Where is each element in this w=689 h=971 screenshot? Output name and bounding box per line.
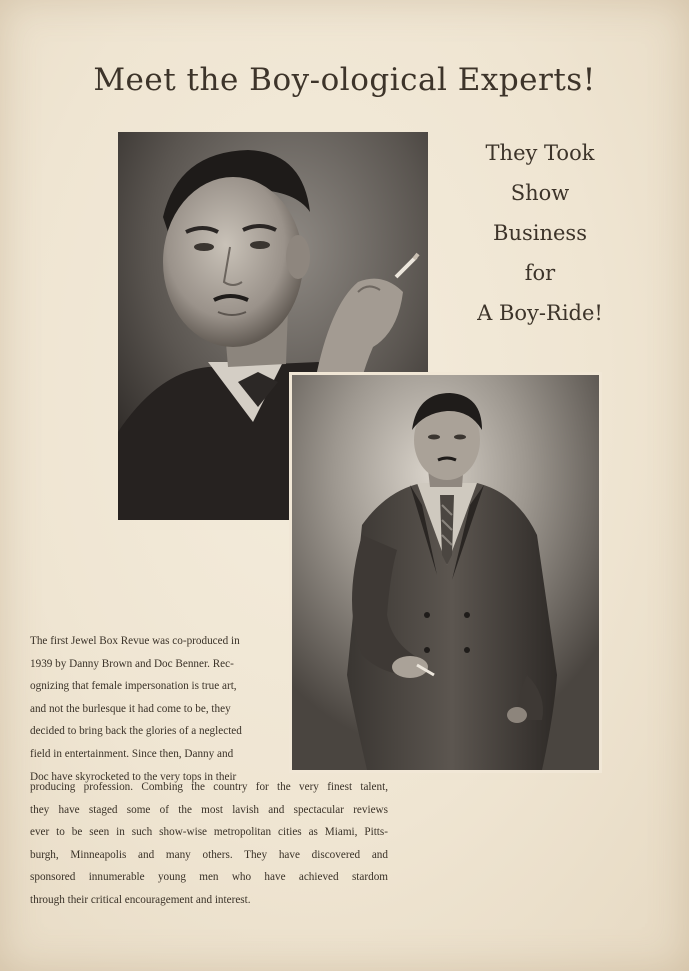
portrait-photo-2 [292, 375, 599, 770]
portrait-2-image [292, 375, 599, 770]
tagline-line: A Boy-Ride! [477, 301, 603, 325]
body-line: they have staged some of the most lavish and spectacular reviews [30, 803, 388, 816]
tagline-line: Show [510, 181, 570, 205]
body-line: 1939 by Danny Brown and Doc Benner. Rec- [30, 657, 234, 670]
body-line: ognizing that female impersonation is true art, [30, 680, 237, 693]
tagline-line: Business [493, 221, 587, 245]
body-line: and not the burlesque it had come to be, they [30, 702, 231, 715]
tagline-line: They Took [485, 141, 595, 165]
tagline [450, 133, 630, 333]
tagline-line: for [524, 261, 556, 285]
body-line: ever to be seen in such show-wise metropolitan cities as Miami, Pitts- [30, 826, 388, 839]
body-line: The first Jewel Box Revue was co-produced in [30, 635, 240, 647]
body-line: decided to bring back the glories of a neglected [30, 725, 242, 738]
body-line: producing profession. Combing the country for the very finest talent, [30, 781, 388, 793]
body-line: field in entertainment. Since then, Danny and [30, 747, 234, 760]
body-line: sponsored innumerable young men who have achieved stardom [30, 871, 388, 884]
body-text-wide-column [30, 776, 388, 912]
body-line: burgh, Minneapolis and many others. They have discovered and [30, 848, 388, 861]
body-line: through their critical encouragement and interest. [30, 893, 251, 906]
body-line: Doc have skyrocketed to the very tops in their [30, 770, 237, 783]
body-text-narrow-column [30, 630, 270, 788]
page-headline: Meet the Boy-ological Experts! [93, 62, 596, 98]
